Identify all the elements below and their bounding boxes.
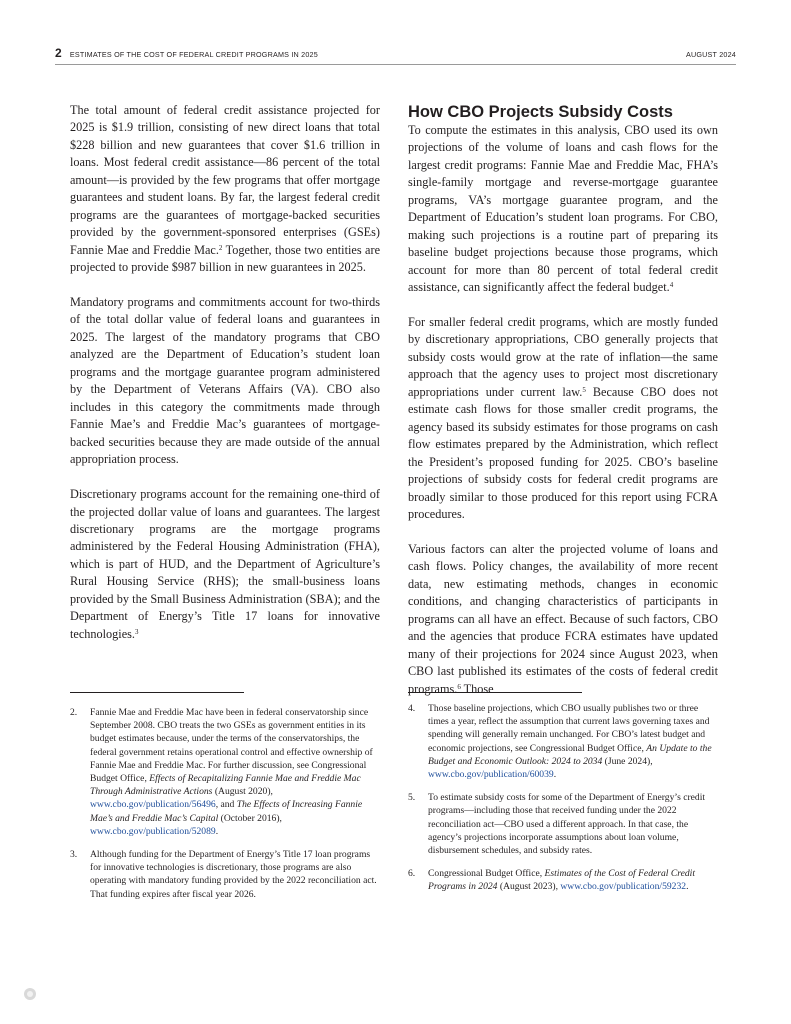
footnote-text-part: Congressional Budget Office, (428, 868, 545, 880)
footnote (408, 702, 718, 781)
paragraph-text: Because CBO does not estimate cash flows for those smaller credit programs, the agency based its subsidy estimates for those programs on cash flow estimates prepared by the Administration, which reflect the President’s proposed funding for 2025. CBO’s baseline projections of subsidy costs for federal credit programs are broadly similar to those produced for this report using FCRA procedures. (408, 384, 719, 522)
footnote-number: 5. (408, 792, 416, 804)
paragraph-text: Discretionary programs account for the remaining one-third of the projected dollar value of loans and guarantees. The largest discretionary programs are the mortgage programs administered by the Federal Housing Administration (FHA), which is part of HUD, and the Department of Agriculture’s Rural Housing Service (RHS); the small-business loans provided by the Small Business Administration (SBA); and the Department of Energy’s Title 17 loans for innovative technologies. (70, 487, 380, 641)
report-date: AUGUST 2024 (685, 50, 736, 59)
footnote-ref[interactable]: 6 (457, 682, 461, 691)
footnote-ref[interactable]: 2 (218, 243, 223, 252)
footnote-ref[interactable]: 4 (669, 281, 674, 290)
header-left (55, 46, 318, 60)
footnote-divider (70, 692, 244, 693)
footnote-text (428, 867, 718, 893)
paragraph-text: To compute the estimates in this analysis, CBO used its own projections of the volume of loans and cash flows for the largest credit programs: Fannie Mae and Freddie Mac, FHA’s single-family mortgage and reverse-mortgage guarantee programs, VA’s mortgage guarantee program, and the Department of Education’s student loan programs. For CBO, making such projections is a routine part of preparing its baseline budget projections because those programs, which account for more than 80 percent of total federal credit assistance, can significantly affect the federal budget. (408, 123, 718, 295)
footnote-text: To estimate subsidy costs for some of the Department of Energy’s credit programs—including those that received funding under the 2022 reconciliation act—CBO used a different approach. In that case, the agency’s projections incorporate assumptions about loan volume, disbursement schedules, and subsidy rates. (428, 792, 706, 857)
left-column (70, 102, 380, 643)
footnote (408, 791, 718, 857)
footnote-text-part: . (215, 825, 219, 837)
footnote-text (428, 702, 718, 781)
footnote-number: 3. (70, 849, 78, 861)
footnote (70, 848, 380, 901)
footnote-text-part: Fannie Mae and Freddie Mac have been in federal conservatorship since September 2008. CBO treats the two GSEs as government entities in its budget estimates because, under the terms of the conservatorships, the federal government retains operational control and effective ownership of Fannie Mae and Freddie Mac. For further discussion, see Congressional Budget Office, (90, 707, 373, 785)
publication-link[interactable]: www.cbo.gov/publication/60039 (428, 769, 554, 781)
paragraph-text: Various factors can alter the projected volume of loans and cash flows. Policy changes, the availability of more recent data, new estimating methods, changes in economic conditions, and changing characteristics of participants in programs can all have an effect. Because of such factors, CBO and the agencies that produce FCRA estimates have updated many of their projections for 2024 since August 2023, when CBO last published its estimates of the costs of federal credit programs. (408, 541, 718, 696)
page-number: 2 (55, 46, 62, 60)
footnote-text (90, 706, 380, 838)
publication-link[interactable]: www.cbo.gov/publication/56496 (90, 799, 216, 811)
cited-title: An Update to the Budget and Economic Outlook: 2024 to 2034 (428, 742, 712, 767)
paragraph-text: Together, those two entities are projected to provide $987 billion in new guarantees in 2025. (70, 242, 381, 275)
paragraph (408, 122, 718, 297)
footnote-ref[interactable]: 5 (582, 385, 586, 394)
cited-title: Effects of Recapitalizing Fannie Mae and Freddie Mac Through Administrative Actions (90, 773, 361, 798)
paragraph-text: The total amount of federal credit assistance projected for 2025 is $1.9 trillion, consisting of new direct loans that total $228 billion and new guarantees that cover $1.6 trillion in loans. Most federal credit assistance—86 percent of the total amount—is provided by the few programs that offer mortgage guarantees and student loans. By far, the largest federal credit programs are the guarantees of mortgage-backed securities provided by the government-sponsored enterprises (GSEs) Fannie Mae and Freddie Mac. (70, 103, 380, 257)
footnote-number: 6. (408, 868, 416, 880)
report-title: ESTIMATES OF THE COST OF FEDERAL CREDIT PROGRAMS IN 2025 (69, 50, 318, 59)
footnote-number: 2. (70, 707, 78, 718)
cited-title: The Effects of Increasing Fannie Mae’s and Freddie Mac’s Capital (90, 799, 363, 824)
footnote-ref[interactable]: 3 (134, 627, 139, 636)
footnote-text-part: (June 2024), (602, 755, 653, 767)
paragraph (70, 102, 380, 277)
footnotes-right (408, 702, 718, 904)
footnote-text-part: . (686, 881, 689, 893)
page-header (55, 46, 736, 62)
paragraph-text: Those (460, 681, 494, 696)
paragraph-text: For smaller federal credit programs, which are mostly funded by discretionary appropriations, CBO generally projects that subsidy costs would grow at the rate of inflation—the same approach that the agency uses to project most discretionary appropriations under current law. (408, 315, 718, 399)
footnote-divider (408, 692, 582, 693)
footnote-text-part: Those baseline projections, which CBO usually publishes two or three times a year, reflect the assumption that current laws governing taxes and spending will generally remain unchanged. For CBO’s latest budget and economic projections, see Congressional Budget Office, (428, 703, 710, 754)
paragraph (408, 314, 718, 523)
footnote-text: Although funding for the Department of Energy’s Title 17 loan programs for innovative technologies is discretionary, those programs are also operating with mandatory funding provided by the 2022 reconciliation act. That funding expires after fiscal year 2026. (90, 849, 377, 900)
footnote-text-part: (October 2016), (218, 812, 282, 824)
footnote-text-part: . (553, 769, 557, 781)
footnote-text-part: (August 2020), (212, 786, 273, 798)
publication-link[interactable]: www.cbo.gov/publication/59232 (560, 881, 687, 893)
footnote-text-part: , and (215, 799, 237, 811)
paragraph (70, 486, 380, 643)
footnote (70, 706, 380, 838)
footnote (408, 867, 718, 893)
viewer-corner-icon[interactable] (24, 988, 36, 1000)
paragraph (408, 541, 718, 698)
publication-link[interactable]: www.cbo.gov/publication/52089 (90, 825, 216, 837)
header-rule (55, 64, 736, 65)
footnote-text-part: (August 2023), (497, 881, 561, 893)
cited-title: Estimates of the Cost of Federal Credit Programs in 2024 (428, 868, 696, 893)
footnotes-left (70, 706, 380, 911)
right-column (408, 102, 718, 698)
paragraph: Mandatory programs and commitments account for two-thirds of the total dollar value of federal loans and guarantees in 2025. The largest of the mandatory programs that CBO analyzed are the Department of Education’s student loan programs and the mortgage guarantee program administered by the Department of Veterans Affairs (VA). CBO also includes in this category the commitments made through Fannie Mae’s and Freddie Mac’s guarantees of mortgage-backed securities because they are made outside of the annual appropriation process. (70, 295, 380, 467)
footnote-number: 4. (408, 703, 416, 714)
section-heading: How CBO Projects Subsidy Costs (408, 103, 673, 121)
